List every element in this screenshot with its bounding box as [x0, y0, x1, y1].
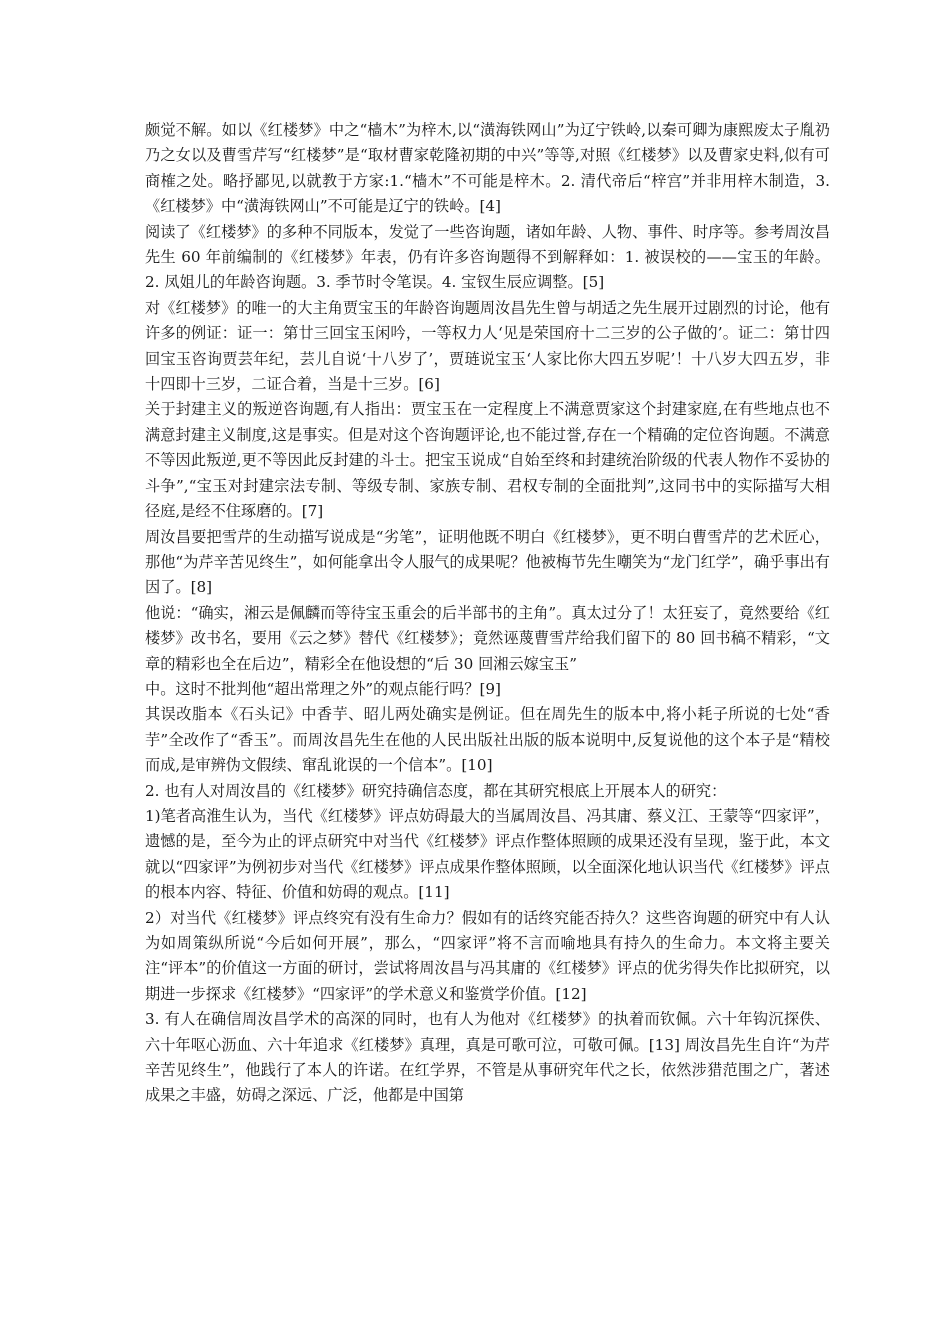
paragraph-12: 3. 有人在确信周汝昌学术的高深的同时，也有人为他对《红楼梦》的执着而钦佩。六十年钩沉探佚、六十年呕心沥血、六十年追求《红楼梦》真理，真是可歌可泣，可敬可佩。[13] 周汝昌先生自许“为芹辛苦见终生”，他践行了本人的许诺。在红学界，不管是从事研究年代之长，依然涉猎范围之广，著述成果之丰盛，妨碍之深远、广泛，他都是中国第: [145, 1010, 830, 1105]
paragraph-11: 2）对当代《红楼梦》评点终究有没有生命力？假如有的话终究能否持久？这些咨询题的研究中有人认为如周策纵所说“今后如何开展”，那么，“四家评”将不言而喻地具有持久的生命力。本文将主要关注“评本”的价值这一方面的研讨，尝试将周汝昌与冯其庸的《红楼梦》评点的优劣得失作比拟研究，以期进一步探求《红楼梦》“四家评”的学术意义和鉴赏学价值。[12]: [145, 908, 830, 1003]
paragraph-1: 颇觉不解。如以《红楼梦》中之“樯木”为梓木,以“潢海铁网山”为辽宁铁岭,以秦可卿为康熙废太子胤礽乃之女以及曹雪芹写“红楼梦”是“取材曹家乾隆初期的中兴”等等,对照《红楼梦》以及曹家史料,似有可商榷之处。略抒鄙见,以就教于方家:1.“樯木”不可能是梓木。2. 清代帝后“梓宫”并非用梓木制造，3. 《红楼梦》中“潢海铁网山”不可能是辽宁的铁岭。[4]: [145, 121, 830, 216]
paragraph-7: 中。这时不批判他“超出常理之外”的观点能行吗？[9]: [145, 679, 501, 698]
document-page: [145, 118, 830, 1109]
paragraph-4: 关于封建主义的叛逆咨询题,有人指出：贾宝玉在一定程度上不满意贾家这个封建家庭,在有些地点也不满意封建主义制度,这是事实。但是对这个咨询题评论,也不能过誉,存在一个精确的定位咨询题。不满意不等因此叛逆,更不等因此反封建的斗士。把宝玉说成“自始至终和封建统治阶级的代表人物作不妥协的斗争”,“宝玉对封建宗法专制、等级专制、家族专制、君权专制的全面批判”,这同书中的实际描写大相径庭,是经不住琢磨的。[7]: [145, 400, 830, 521]
paragraph-5: 周汝昌要把雪芹的生动描写说成是“劣笔”，证明他既不明白《红楼梦》，更不明白曹雪芹的艺术匠心，那他“为芹辛苦见终生”，如何能拿出令人服气的成果呢？他被梅节先生嘲笑为“龙门红学”，确乎事出有因了。[8]: [145, 527, 830, 597]
paragraph-10: 1)笔者高淮生认为，当代《红楼梦》评点妨碍最大的当属周汝昌、冯其庸、蔡义江、王蒙等“四家评”，遗憾的是，至今为止的评点研究中对当代《红楼梦》评点作整体照顾的成果还没有呈现，鉴于此，本文就以“四家评”为例初步对当代《红楼梦》评点成果作整体照顾，以全面深化地认识当代《红楼梦》评点的根本内容、特征、价值和妨碍的观点。[11]: [145, 806, 830, 902]
paragraph-9: 2. 也有人对周汝昌的《红楼梦》研究持确信态度，都在其研究根底上开展本人的研究：: [145, 781, 727, 800]
paragraph-8: 其误改脂本《石头记》中香芋、昭儿两处确实是例证。但在周先生的版本中,将小耗子所说的七处“香芋”全改作了“香玉”。而周汝昌先生在他的人民出版社出版的版本说明中,反复说他的这个本子是“精校而成,是审辨伪文假续、窜乱讹误的一个信本”。[10]: [145, 705, 830, 775]
paragraph-3: 对《红楼梦》的唯一的大主角贾宝玉的年龄咨询题周汝昌先生曾与胡适之先生展开过剧烈的讨论，他有许多的例证：证一：第廿三回宝玉闲吟，一等权力人‘见是荣国府十二三岁的公子做的’。证二：第廿四回宝玉咨询贾芸年纪，芸儿自说‘十八岁了’，贾琏说宝玉‘人家比你大四五岁呢’！十八岁大四五岁，非十四即十三岁，二证合着，当是十三岁。[6]: [145, 298, 830, 394]
paragraph-2: 阅读了《红楼梦》的多种不同版本，发觉了一些咨询题，诸如年龄、人物、事件、时序等。参考周汝昌先生 60 年前编制的《红楼梦》年表，仍有许多咨询题得不到解释如：1. 被误校的——宝玉的年龄。2. 凤姐儿的年龄咨询题。3. 季节时令笔误。4. 宝钗生辰应调整。[5]: [145, 222, 830, 292]
paragraph-6: 他说：“确实，湘云是佩麟而等待宝玉重会的后半部书的主角”。真太过分了！太狂妄了，竟然要给《红楼梦》改书名，要用《云之梦》替代《红楼梦》；竟然诬蔑曹雪芹给我们留下的 80 回书稿不精彩，“文章的精彩也全在后边”，精彩全在他设想的“后 30 回湘云嫁宝玉”: [145, 603, 830, 673]
